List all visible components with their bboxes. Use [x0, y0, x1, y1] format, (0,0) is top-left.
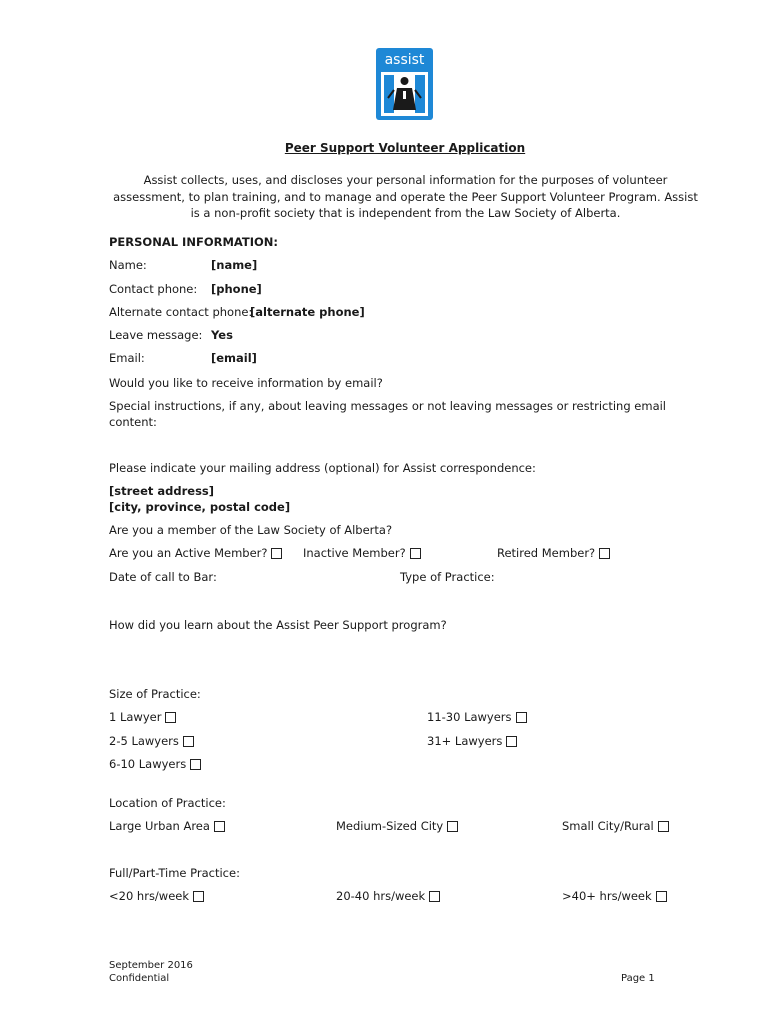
name-value: [name] — [211, 258, 258, 272]
retired-member-option[interactable] — [497, 546, 610, 560]
active-member-option[interactable] — [109, 546, 282, 560]
inactive-member-label: Inactive Member? — [303, 546, 406, 560]
phone-label: Contact phone: — [109, 282, 198, 296]
location-option-2[interactable] — [336, 819, 458, 833]
personal-info-heading: PERSONAL INFORMATION: — [109, 235, 279, 249]
location-option-3[interactable] — [562, 819, 669, 833]
size-option-1[interactable] — [109, 710, 176, 724]
size-option-2[interactable] — [109, 734, 194, 748]
leave-message-label: Leave message: — [109, 328, 203, 342]
fulltime-option-2-label: 20-40 hrs/week — [336, 889, 426, 903]
location-option-2-label: Medium-Sized City — [336, 819, 444, 833]
location-option-3-checkbox[interactable] — [658, 821, 669, 832]
footer-date: September 2016 — [109, 960, 193, 971]
fulltime-option-2[interactable] — [336, 889, 440, 903]
size-option-4-checkbox[interactable] — [516, 712, 527, 723]
leave-message-value: Yes — [211, 328, 233, 342]
size-option-3-label: 6-10 Lawyers — [109, 757, 187, 771]
email-label: Email: — [109, 351, 145, 365]
location-option-1[interactable] — [109, 819, 225, 833]
location-option-2-checkbox[interactable] — [447, 821, 458, 832]
inactive-member-checkbox[interactable] — [410, 548, 421, 559]
fulltime-option-2-checkbox[interactable] — [429, 891, 440, 902]
footer-confidential: Confidential — [109, 973, 170, 984]
alt-phone-value: [alternate phone] — [250, 305, 365, 319]
location-option-1-checkbox[interactable] — [214, 821, 225, 832]
logo-wordmark: assist — [384, 52, 425, 68]
size-option-4-label: 11-30 Lawyers — [427, 710, 512, 724]
inactive-member-option[interactable] — [303, 546, 421, 560]
street-address: [street address] — [109, 484, 215, 498]
size-option-3-checkbox[interactable] — [190, 759, 201, 770]
size-label: Size of Practice: — [109, 687, 201, 701]
size-option-2-checkbox[interactable] — [183, 736, 194, 747]
size-option-5-checkbox[interactable] — [506, 736, 517, 747]
fulltime-option-1-label: <20 hrs/week — [109, 889, 190, 903]
document-title: Peer Support Volunteer Application — [284, 141, 526, 155]
size-option-3[interactable] — [109, 757, 201, 771]
retired-member-label: Retired Member? — [497, 546, 596, 560]
footer-page-number: Page 1 — [621, 973, 655, 984]
special-instructions: Special instructions, if any, about leaving messages or not leaving messages or restricting email content: — [109, 399, 667, 429]
city-province-postal: [city, province, postal code] — [109, 500, 291, 514]
location-label: Location of Practice: — [109, 796, 226, 810]
location-option-3-label: Small City/Rural — [562, 819, 654, 833]
mailing-prompt: Please indicate your mailing address (optional) for Assist correspondence: — [109, 461, 536, 475]
phone-value: [phone] — [211, 282, 262, 296]
size-option-1-label: 1 Lawyer — [109, 710, 162, 724]
active-member-checkbox[interactable] — [271, 548, 282, 559]
size-option-1-checkbox[interactable] — [165, 712, 176, 723]
retired-member-checkbox[interactable] — [599, 548, 610, 559]
practice-type-label: Type of Practice: — [400, 570, 495, 584]
fulltime-option-3[interactable] — [562, 889, 667, 903]
assist-logo — [376, 48, 433, 120]
name-label: Name: — [109, 258, 147, 272]
fulltime-option-1[interactable] — [109, 889, 204, 903]
alt-phone-label: Alternate contact phone: — [109, 305, 253, 319]
size-option-5-label: 31+ Lawyers — [427, 734, 503, 748]
email-value: [email] — [211, 351, 257, 365]
size-option-4[interactable] — [427, 710, 527, 724]
fulltime-label: Full/Part-Time Practice: — [109, 866, 240, 880]
email-question: Would you like to receive information by email? — [109, 376, 383, 390]
location-option-1-label: Large Urban Area — [109, 819, 210, 833]
fulltime-option-1-checkbox[interactable] — [193, 891, 204, 902]
active-member-label: Are you an Active Member? — [109, 546, 268, 560]
size-option-2-label: 2-5 Lawyers — [109, 734, 179, 748]
fulltime-option-3-checkbox[interactable] — [656, 891, 667, 902]
law-society-question: Are you a member of the Law Society of Alberta? — [109, 523, 393, 537]
fulltime-option-3-label: >40+ hrs/week — [562, 889, 652, 903]
learn-question: How did you learn about the Assist Peer Support program? — [109, 618, 447, 632]
call-date-label: Date of call to Bar: — [109, 570, 217, 584]
intro-paragraph: Assist collects, uses, and discloses your personal information for the purposes of volunteer assessment, to plan training, and to manage and operate the Peer Support Volunteer Program. Assist is a non-profit society that is independent from the Law Society of Alberta. — [113, 173, 698, 220]
size-option-5[interactable] — [427, 734, 517, 748]
